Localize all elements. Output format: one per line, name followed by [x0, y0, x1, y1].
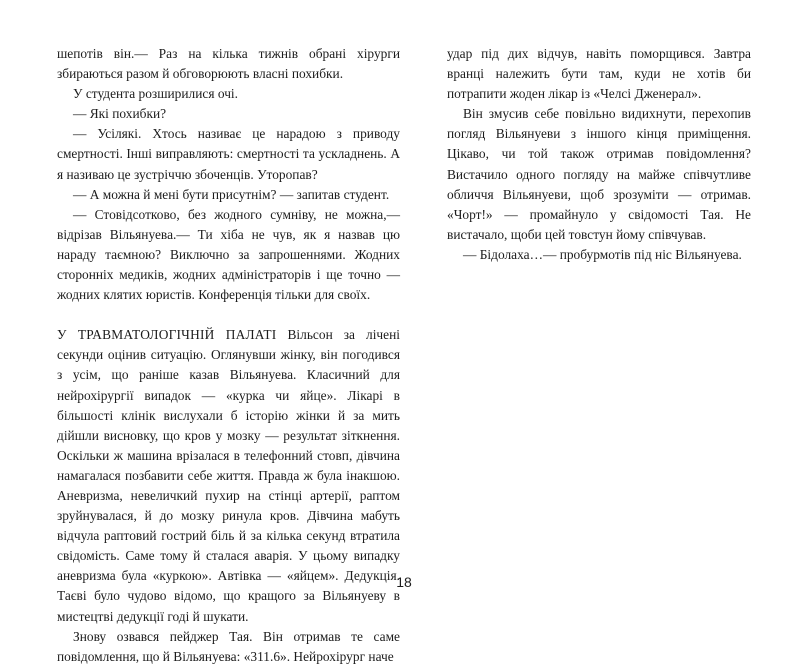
paragraph: — А можна й мені бути присутнім? — запитав студент.: [73, 186, 390, 202]
paragraph: Знову озвався пейджер Тая. Він отримав те саме повідомлення, що й Вільянуева: «311.6». Нейрохірург наче: [57, 628, 400, 664]
paragraph: Він змусив себе повільно видихнути, перехопив погляд Вільянуеви з іншого кінця приміщення. Цікаво, чи той також отримав повідомлення? Вистачило одного погляду на майже співчутливе обличчя Вільянуеви, щоб зрозуміти — отримав. «Чорт!» — промайнуло у свідомості Тая. Не вистачало, щоби цей товстун йому співчував.: [447, 106, 751, 242]
paragraph: — Бідолаха…— пробурмотів під ніс Вільянуева.: [463, 246, 742, 262]
paragraph: — Стовідсотково, без жодного сумніву, не можна,— відрізав Вільянуева.— Ти хіба не чув, як я назвав цю нараду таємною? Виключно за запрошеннями. Жодних сторонніх медиків, жодних адміністраторів і ще точно — жодних клятих юристів. Конференція тільки для своїх.: [57, 206, 400, 303]
right-page: [447, 44, 751, 265]
section-text: Вільсон за лічені секунди оцінив ситуацію. Оглянувши жінку, він погодився з усім, що раніше казав Вільянуева. Класичний для нейрохірургії випадок — «курка чи яйце». Лікарі в більшості клінік вислухали б історію жінки й за мить дійшли висновку, що кров у мозку — результат зіткнення. Оскільки ж машина врізалася в телефонний стовп, дівчина намагалася позбавити себе життя. Правда ж була інакшою. Аневризма, невеличкий пухир на стінці артерії, раптом зруйнувалася, й до мозку ринула кров. Дівчина мабуть відчула раптовий гострий біль й за кілька секунд втратила свідомість. Саме тому й сталася аварія. У цьому випадку аневризма була «куркою». Автівка — «яйцем». Дедукція. Таєві було чудово відомо, що кращого за Вільянуеву в мистецтві дедукції годі й шукати.: [57, 327, 400, 624]
section-break: [57, 305, 400, 325]
paragraph: — Які похибки?: [73, 106, 167, 122]
paragraph: удар під дих відчув, навіть поморщився. Завтра вранці належить бути там, куди не хотів би потрапити жоден лікар із «Челсі Дженерал».: [447, 46, 751, 102]
page-number: [0, 574, 800, 590]
paragraph: У студента розширилися очі.: [73, 86, 238, 102]
paragraph: — Усілякі. Хтось називає це нарадою з приводу смертності. Інші виправляють: смертності та ускладнень. А я називаю це зустріччю збоченців. Уторопав?: [57, 126, 400, 182]
paragraph: шепотів він.— Раз на кілька тижнів обрані хірурги збираються разом й обговорюють власні похибки.: [57, 46, 400, 82]
page-number-text: 18: [396, 574, 412, 590]
section-lead-in: У ТРАВМАТОЛОГІЧНІЙ ПАЛАТІ: [57, 327, 277, 343]
